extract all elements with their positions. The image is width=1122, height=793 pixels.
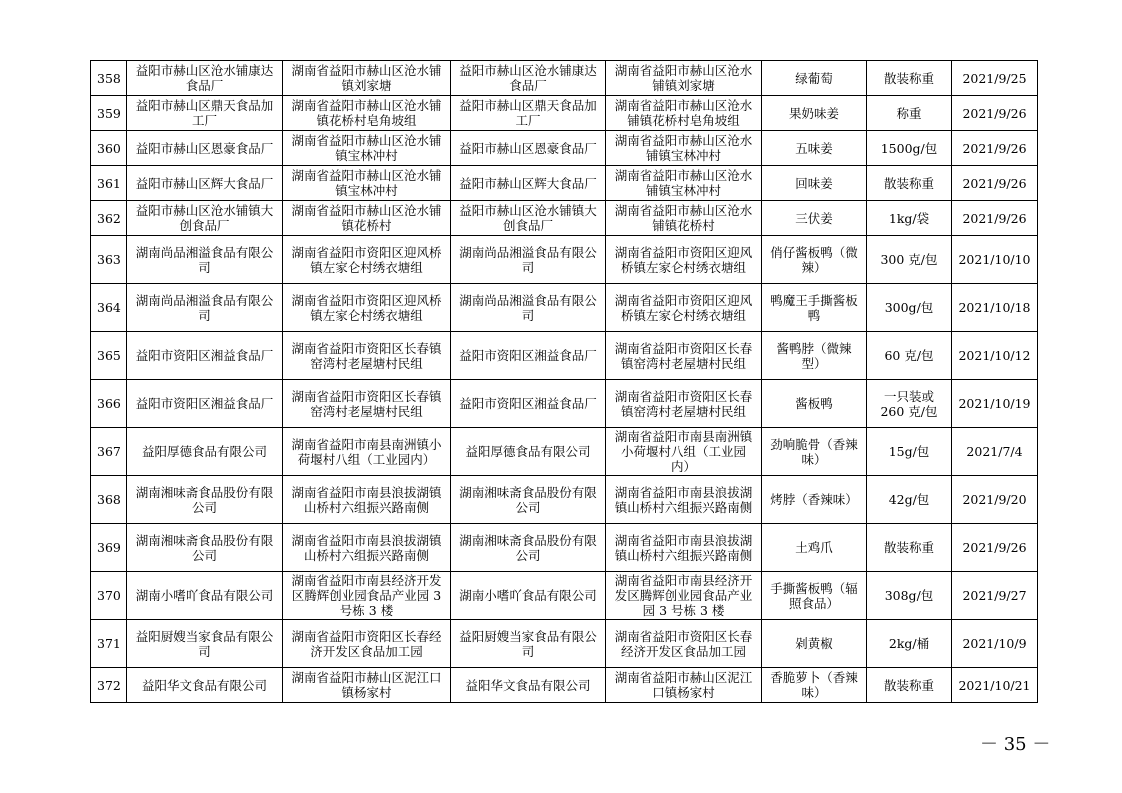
producer-name: 湖南小嗜吖食品有限公司 (127, 572, 283, 620)
row-number: 368 (91, 476, 127, 524)
production-date: 2021/9/26 (952, 131, 1038, 166)
producer-name: 益阳市资阳区湘益食品厂 (127, 380, 283, 428)
row-number: 361 (91, 166, 127, 201)
company-name: 益阳厚德食品有限公司 (451, 428, 606, 476)
product-spec: 散装称重 (867, 524, 952, 572)
row-number: 360 (91, 131, 127, 166)
producer-address: 湖南省益阳市南县浪拔湖镇山桥村六组振兴路南侧 (283, 476, 451, 524)
table-row (91, 668, 1038, 703)
producer-address: 湖南省益阳市赫山区泥江口镇杨家村 (283, 668, 451, 703)
table-row (91, 61, 1038, 96)
product-name: 劲响脆骨（香辣味） (762, 428, 867, 476)
producer-name: 湖南尚品湘溢食品有限公司 (127, 236, 283, 284)
company-address: 湖南省益阳市赫山区沧水铺镇宝林冲村 (606, 131, 762, 166)
company-address: 湖南省益阳市赫山区沧水铺镇刘家塘 (606, 61, 762, 96)
product-spec: 1kg/袋 (867, 201, 952, 236)
producer-address: 湖南省益阳市赫山区沧水铺镇花桥村 (283, 201, 451, 236)
table-row (91, 620, 1038, 668)
producer-address: 湖南省益阳市资阳区长春镇窑湾村老屋塘村民组 (283, 380, 451, 428)
product-spec: 300 克/包 (867, 236, 952, 284)
product-spec: 2kg/桶 (867, 620, 952, 668)
company-address: 湖南省益阳市赫山区沧水铺镇花桥村 (606, 201, 762, 236)
row-number: 365 (91, 332, 127, 380)
table-row (91, 476, 1038, 524)
table-row (91, 380, 1038, 428)
product-name: 绿葡萄 (762, 61, 867, 96)
company-name: 益阳厨嫂当家食品有限公司 (451, 620, 606, 668)
production-date: 2021/10/9 (952, 620, 1038, 668)
producer-address: 湖南省益阳市南县浪拔湖镇山桥村六组振兴路南侧 (283, 524, 451, 572)
product-spec: 15g/包 (867, 428, 952, 476)
producer-name: 益阳厚德食品有限公司 (127, 428, 283, 476)
company-name: 湖南小嗜吖食品有限公司 (451, 572, 606, 620)
table-row (91, 131, 1038, 166)
company-name: 湖南尚品湘溢食品有限公司 (451, 236, 606, 284)
product-spec: 60 克/包 (867, 332, 952, 380)
table-row (91, 166, 1038, 201)
product-spec: 散装称重 (867, 668, 952, 703)
company-address: 湖南省益阳市资阳区长春镇窑湾村老屋塘村民组 (606, 380, 762, 428)
table-row (91, 524, 1038, 572)
table-row (91, 572, 1038, 620)
producer-name: 湖南湘味斋食品股份有限公司 (127, 476, 283, 524)
producer-name: 益阳市赫山区沧水铺镇大创食品厂 (127, 201, 283, 236)
producer-address: 湖南省益阳市资阳区长春镇窑湾村老屋塘村民组 (283, 332, 451, 380)
production-date: 2021/9/25 (952, 61, 1038, 96)
row-number: 364 (91, 284, 127, 332)
company-address: 湖南省益阳市资阳区迎风桥镇左家仑村绣衣塘组 (606, 284, 762, 332)
table-row (91, 284, 1038, 332)
company-name: 益阳市资阳区湘益食品厂 (451, 380, 606, 428)
producer-address: 湖南省益阳市南县经济开发区腾辉创业园食品产业园 3 号栋 3 楼 (283, 572, 451, 620)
table-row (91, 96, 1038, 131)
producer-address: 湖南省益阳市南县南洲镇小荷堰村八组（工业园内） (283, 428, 451, 476)
company-address: 湖南省益阳市赫山区泥江口镇杨家村 (606, 668, 762, 703)
producer-address: 湖南省益阳市赫山区沧水铺镇宝林冲村 (283, 166, 451, 201)
product-name: 俏仔酱板鸭（微辣） (762, 236, 867, 284)
table-row (91, 428, 1038, 476)
row-number: 367 (91, 428, 127, 476)
producer-name: 益阳市赫山区恩豪食品厂 (127, 131, 283, 166)
row-number: 369 (91, 524, 127, 572)
company-name: 益阳市资阳区湘益食品厂 (451, 332, 606, 380)
production-date: 2021/10/19 (952, 380, 1038, 428)
product-name: 回味姜 (762, 166, 867, 201)
row-number: 362 (91, 201, 127, 236)
product-spec: 1500g/包 (867, 131, 952, 166)
production-date: 2021/9/26 (952, 524, 1038, 572)
inspection-table (90, 60, 1038, 703)
production-date: 2021/9/27 (952, 572, 1038, 620)
product-spec: 300g/包 (867, 284, 952, 332)
product-spec: 308g/包 (867, 572, 952, 620)
production-date: 2021/9/26 (952, 201, 1038, 236)
producer-name: 益阳市赫山区鼎天食品加工厂 (127, 96, 283, 131)
company-name: 益阳市赫山区沧水铺镇大创食品厂 (451, 201, 606, 236)
row-number: 363 (91, 236, 127, 284)
company-address: 湖南省益阳市资阳区迎风桥镇左家仑村绣衣塘组 (606, 236, 762, 284)
product-name: 酱板鸭 (762, 380, 867, 428)
row-number: 366 (91, 380, 127, 428)
company-address: 湖南省益阳市赫山区沧水铺镇宝林冲村 (606, 166, 762, 201)
company-name: 湖南尚品湘溢食品有限公司 (451, 284, 606, 332)
product-name: 酱鸭脖（微辣型） (762, 332, 867, 380)
producer-address: 湖南省益阳市赫山区沧水铺镇花桥村皂角坡组 (283, 96, 451, 131)
product-spec: 称重 (867, 96, 952, 131)
company-address: 湖南省益阳市资阳区长春经济开发区食品加工园 (606, 620, 762, 668)
company-address: 湖南省益阳市南县浪拔湖镇山桥村六组振兴路南侧 (606, 524, 762, 572)
production-date: 2021/9/26 (952, 96, 1038, 131)
company-name: 益阳华文食品有限公司 (451, 668, 606, 703)
product-name: 果奶味姜 (762, 96, 867, 131)
producer-name: 益阳厨嫂当家食品有限公司 (127, 620, 283, 668)
producer-address: 湖南省益阳市资阳区迎风桥镇左家仑村绣衣塘组 (283, 284, 451, 332)
row-number: 359 (91, 96, 127, 131)
product-name: 香脆萝卜（香辣味） (762, 668, 867, 703)
product-name: 土鸡爪 (762, 524, 867, 572)
company-address: 湖南省益阳市南县南洲镇小荷堰村八组（工业园内） (606, 428, 762, 476)
production-date: 2021/9/20 (952, 476, 1038, 524)
producer-name: 益阳华文食品有限公司 (127, 668, 283, 703)
product-name: 鸭魔王手撕酱板鸭 (762, 284, 867, 332)
row-number: 370 (91, 572, 127, 620)
producer-name: 湖南尚品湘溢食品有限公司 (127, 284, 283, 332)
product-name: 手撕酱板鸭（辐照食品） (762, 572, 867, 620)
company-name: 益阳市赫山区辉大食品厂 (451, 166, 606, 201)
product-spec: 散装称重 (867, 166, 952, 201)
production-date: 2021/7/4 (952, 428, 1038, 476)
producer-name: 湖南湘味斋食品股份有限公司 (127, 524, 283, 572)
table-row (91, 332, 1038, 380)
producer-address: 湖南省益阳市资阳区迎风桥镇左家仑村绣衣塘组 (283, 236, 451, 284)
production-date: 2021/10/18 (952, 284, 1038, 332)
page-number: － 35 － (980, 734, 1051, 755)
company-name: 益阳市赫山区沧水铺康达食品厂 (451, 61, 606, 96)
product-name: 烤脖（香辣味） (762, 476, 867, 524)
production-date: 2021/10/21 (952, 668, 1038, 703)
production-date: 2021/9/26 (952, 166, 1038, 201)
row-number: 372 (91, 668, 127, 703)
product-spec: 一只装或 260 克/包 (867, 380, 952, 428)
company-address: 湖南省益阳市南县经济开发区腾辉创业园食品产业园 3 号栋 3 楼 (606, 572, 762, 620)
product-spec: 散装称重 (867, 61, 952, 96)
company-address: 湖南省益阳市资阳区长春镇窑湾村老屋塘村民组 (606, 332, 762, 380)
producer-name: 益阳市资阳区湘益食品厂 (127, 332, 283, 380)
producer-name: 益阳市赫山区辉大食品厂 (127, 166, 283, 201)
row-number: 358 (91, 61, 127, 96)
producer-address: 湖南省益阳市赫山区沧水铺镇宝林冲村 (283, 131, 451, 166)
producer-address: 湖南省益阳市赫山区沧水铺镇刘家塘 (283, 61, 451, 96)
table-row (91, 201, 1038, 236)
company-name: 湖南湘味斋食品股份有限公司 (451, 476, 606, 524)
product-name: 五味姜 (762, 131, 867, 166)
production-date: 2021/10/12 (952, 332, 1038, 380)
product-name: 三伏姜 (762, 201, 867, 236)
producer-address: 湖南省益阳市资阳区长春经济开发区食品加工园 (283, 620, 451, 668)
production-date: 2021/10/10 (952, 236, 1038, 284)
company-address: 湖南省益阳市南县浪拔湖镇山桥村六组振兴路南侧 (606, 476, 762, 524)
row-number: 371 (91, 620, 127, 668)
company-address: 湖南省益阳市赫山区沧水铺镇花桥村皂角坡组 (606, 96, 762, 131)
company-name: 益阳市赫山区鼎天食品加工厂 (451, 96, 606, 131)
product-name: 剁黄椒 (762, 620, 867, 668)
company-name: 益阳市赫山区恩豪食品厂 (451, 131, 606, 166)
company-name: 湖南湘味斋食品股份有限公司 (451, 524, 606, 572)
table-row (91, 236, 1038, 284)
producer-name: 益阳市赫山区沧水铺康达食品厂 (127, 61, 283, 96)
product-spec: 42g/包 (867, 476, 952, 524)
